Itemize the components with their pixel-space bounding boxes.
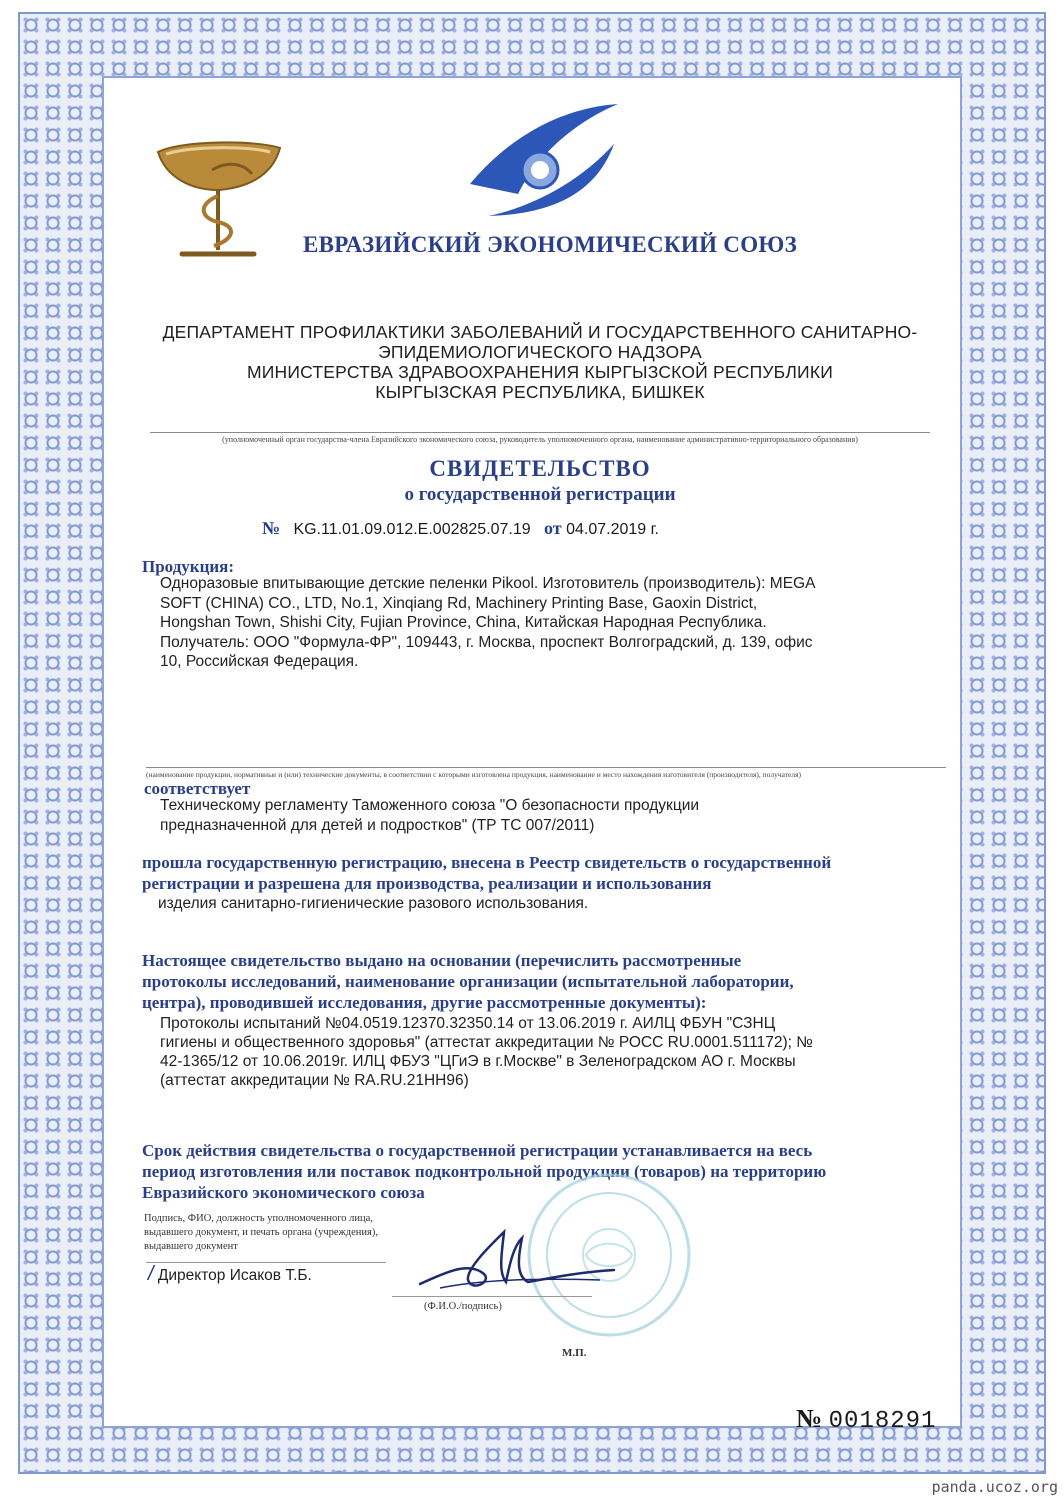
product-line: Hongshan Town, Shishi City, Fujian Province, China, Китайская Народная Республика. bbox=[160, 614, 767, 631]
serial-label: № bbox=[796, 1404, 823, 1433]
registration-heading-line: регистрации и разрешена для производства, реализации и использования bbox=[142, 874, 712, 893]
product-line: SOFT (CHINA) CO., LTD, No.1, Xinqiang Rd, Machinery Printing Base, Gaoxin District, bbox=[160, 594, 758, 612]
certificate-date: 04.07.2019 г. bbox=[566, 521, 659, 538]
stamp-label: М.П. bbox=[562, 1347, 587, 1359]
basis-heading-line: протоколы исследований, наименование организации (испытательной лаборатории, bbox=[142, 972, 794, 991]
pen-mark: / bbox=[148, 1263, 154, 1285]
product-line: Одноразовые впитывающие детские пеленки Pikool. Изготовитель (производитель): MEGA bbox=[160, 575, 816, 592]
sign-caption: (Ф.И.О./подпись) bbox=[424, 1301, 502, 1312]
product-line: 10, Российская Федерация. bbox=[160, 653, 359, 670]
basis-line: 42-1365/12 от 10.06.2019г. ИЛЦ ФБУЗ "ЦГиЭ в г.Москве" в Зеленоградском АО г. Москвы bbox=[160, 1053, 796, 1070]
registration-heading bbox=[142, 852, 942, 894]
date-label: от bbox=[544, 518, 562, 538]
dept-line: ДЕПАРТАМЕНТ ПРОФИЛАКТИКИ ЗАБОЛЕВАНИЙ И ГОСУДАРСТВЕННОГО САНИТАРНО- bbox=[162, 322, 918, 342]
validity-heading-line: период изготовления или поставок подконтрольной продукции (товаров) на территорию bbox=[142, 1162, 827, 1181]
serial-value: 0018291 bbox=[828, 1408, 937, 1435]
watermark: panda.ucoz.org bbox=[931, 1478, 1058, 1496]
product-heading: Продукция: bbox=[142, 557, 235, 576]
validity-heading-line: Срок действия свидетельства о государственной регистрации устанавливается на весь bbox=[142, 1141, 813, 1160]
registration-text: изделия санитарно-гигиенические разового использования. bbox=[158, 895, 589, 912]
registration-heading-line: прошла государственную регистрацию, внесена в Реестр свидетельств о государственной bbox=[142, 853, 832, 872]
dept-line: МИНИСТЕРСТВА ЗДРАВООХРАНЕНИЯ КЫРГЫЗСКОЙ РЕСПУБЛИКИ bbox=[246, 362, 834, 382]
certificate-title: СВИДЕТЕЛЬСТВО bbox=[429, 456, 651, 481]
basis-heading bbox=[142, 950, 942, 1013]
union-name: ЕВРАЗИЙСКИЙ ЭКОНОМИЧЕСКИЙ СОЮЗ bbox=[302, 232, 798, 257]
basis-heading-line: центра), проводившей исследования, другие рассмотренные документы): bbox=[142, 993, 707, 1012]
signer-name bbox=[148, 1264, 312, 1286]
basis-text bbox=[160, 1014, 920, 1090]
signature-caption-line: выдавшего документ, и печать органа (учреждения), bbox=[144, 1227, 378, 1238]
conformity-heading: соответствует bbox=[144, 779, 251, 798]
dept-line: ЭПИДЕМИОЛОГИЧЕСКОГО НАДЗОРА bbox=[378, 342, 702, 362]
signature-caption-line: выдавшего документ bbox=[144, 1241, 238, 1252]
signature-caption-line: Подпись, ФИО, должность уполномоченного лица, bbox=[144, 1213, 373, 1224]
certificate-subtitle: о государственной регистрации bbox=[404, 484, 676, 505]
basis-line: Протоколы испытаний №04.0519.12370.32350.14 от 13.06.2019 г. АИЛЦ ФБУН "СЗНЦ bbox=[160, 1015, 776, 1032]
sign-line bbox=[392, 1296, 592, 1297]
signer-text: Директор Исаков Т.Б. bbox=[157, 1267, 312, 1284]
eaeu-logo bbox=[448, 100, 638, 222]
number-label: № bbox=[262, 518, 281, 538]
product-text bbox=[160, 574, 920, 672]
handwritten-signature bbox=[410, 1222, 620, 1302]
conformity-line: Техническому регламенту Таможенного союза "О безопасности продукции bbox=[160, 797, 700, 814]
product-caption: (наименование продукции, нормативные и (или) технические документы, в соответствии с которыми изготовлена продукция, наименование и место нахождения изготовителя (производителя), получателя) bbox=[146, 767, 946, 779]
validity-heading-line: Евразийского экономического союза bbox=[142, 1183, 425, 1202]
signature-caption bbox=[144, 1212, 444, 1254]
basis-line: (аттестат аккредитации № RA.RU.21HH96) bbox=[160, 1072, 469, 1089]
conformity-line: предназначенной для детей и подростков" (ТР ТС 007/2011) bbox=[160, 817, 595, 834]
signer-line bbox=[146, 1262, 386, 1263]
conformity-text bbox=[160, 796, 920, 836]
serial-number bbox=[796, 1404, 936, 1435]
basis-line: гигиены и общественного здоровья" (аттестат аккредитации № РОСС RU.0001.511172); № bbox=[160, 1034, 813, 1051]
dept-line: КЫРГЫЗСКАЯ РЕСПУБЛИКА, БИШКЕК bbox=[375, 382, 705, 402]
certificate-number: KG.11.01.09.012.E.002825.07.19 bbox=[293, 521, 531, 538]
certificate-number-line bbox=[262, 518, 659, 539]
basis-heading-line: Настоящее свидетельство выдано на основании (перечислить рассмотренные bbox=[142, 951, 742, 970]
department-block bbox=[140, 322, 940, 402]
authority-caption: (уполномоченный орган государства-члена Евразийского экономического союза, руководитель уполномоченного органа, наименование административно-территориального образования) bbox=[150, 432, 930, 444]
product-line: Получатель: ООО "Формула-ФР", 109443, г. Москва, проспект Волгоградский, д. 139, офис bbox=[160, 633, 813, 651]
